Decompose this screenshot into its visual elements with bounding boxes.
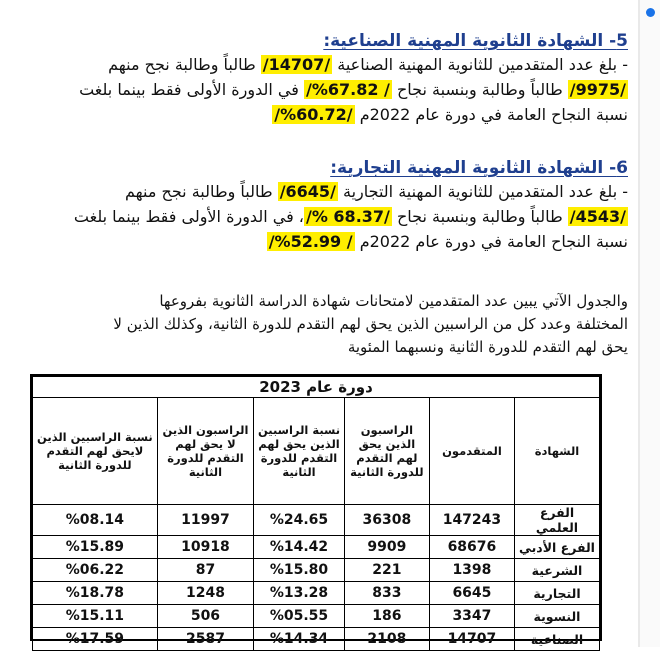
text-fragment: في الدورة الأولى فقط بينما بلغت <box>79 80 304 99</box>
text-fragment: نسبة النجاح العامة في دورة عام 2022م <box>354 232 628 251</box>
table-row <box>33 559 600 582</box>
section-commercial-title: 6- الشهادة الثانوية المهنية التجارية: <box>330 158 628 178</box>
text-fragment: نسبة النجاح العامة في دورة عام 2022م <box>354 105 628 124</box>
section-industrial-title: 5- الشهادة الثانوية المهنية الصناعية: <box>323 31 628 51</box>
cell-failed-ineligible-rate: %17.59 <box>33 628 158 651</box>
cell-failed-eligible-rate: %05.55 <box>254 605 345 628</box>
highlight-passed: /9975/ <box>569 80 626 99</box>
text-fragment: طالباً وطالبة وبنسبة نجاح <box>391 80 568 99</box>
cell-failed-eligible-rate: %14.42 <box>254 536 345 559</box>
cell-certificate: الفرع الأدبي <box>514 536 599 559</box>
cell-failed-ineligible-rate: %15.89 <box>33 536 158 559</box>
table-row <box>33 628 600 651</box>
paragraph-line-1: والجدول الآتي يبين عدد المتقدمين لامتحانات شهادة الدراسة الثانوية بفروعها <box>159 292 628 310</box>
table-header-row <box>33 398 600 505</box>
cell-failed-ineligible-rate: %18.78 <box>33 582 158 605</box>
cell-failed-ineligible: 11997 <box>157 505 253 536</box>
cell-applicants: 6645 <box>429 582 514 605</box>
table-row <box>33 536 600 559</box>
cell-applicants: 147243 <box>429 505 514 536</box>
cell-failed-eligible-rate: %15.80 <box>254 559 345 582</box>
cell-certificate: التجارية <box>514 582 599 605</box>
section-commercial-line-1 <box>28 179 628 204</box>
highlight-overall-rate: /60.72%/ <box>274 105 353 124</box>
highlight-pass-rate: /68.37 %/ <box>305 207 390 226</box>
highlight-applicants: /14707/ <box>262 55 331 74</box>
table-row <box>33 605 600 628</box>
cell-failed-ineligible: 2587 <box>157 628 253 651</box>
cell-failed-ineligible-rate: %15.11 <box>33 605 158 628</box>
cell-certificate: النسوية <box>514 605 599 628</box>
section-commercial <box>28 157 628 254</box>
table-row <box>33 505 600 536</box>
text-fragment: - بلغ عدد المتقدمين للثانوية المهنية الصناعية <box>332 55 628 74</box>
cell-failed-eligible-rate: %24.65 <box>254 505 345 536</box>
cell-failed-eligible: 2108 <box>344 628 429 651</box>
cell-failed-ineligible-rate: %08.14 <box>33 505 158 536</box>
paragraph-line-2: المختلفة وعدد كل من الراسبين الذين يحق لهم التقدم للدورة الثانية، وكذلك الذين لا <box>113 315 628 333</box>
cell-applicants: 1398 <box>429 559 514 582</box>
section-industrial-line-2 <box>28 77 628 102</box>
cell-applicants: 3347 <box>429 605 514 628</box>
cell-certificate: الفرع العلمي <box>514 505 599 536</box>
highlight-overall-rate: / 52.99%/ <box>268 232 353 251</box>
cell-applicants: 68676 <box>429 536 514 559</box>
cell-failed-eligible: 186 <box>344 605 429 628</box>
cell-failed-ineligible: 87 <box>157 559 253 582</box>
header-failed-ineligible: الراسبون الذين لا يحق لهم التقدم للدورة الثانية <box>157 398 253 505</box>
indicator-dot-icon <box>646 8 655 17</box>
cell-failed-ineligible: 506 <box>157 605 253 628</box>
highlight-pass-rate: / 67.82%/ <box>305 80 390 99</box>
table-row <box>33 582 600 605</box>
cell-failed-ineligible-rate: %06.22 <box>33 559 158 582</box>
text-fragment: طالباً وطالبة وبنسبة نجاح <box>391 207 568 226</box>
cell-failed-eligible: 9909 <box>344 536 429 559</box>
text-fragment: طالباً وطالبة نجح منهم <box>108 55 261 74</box>
table-caption: دورة عام 2023 <box>33 377 600 398</box>
results-table-grid <box>32 376 600 651</box>
cell-failed-eligible: 36308 <box>344 505 429 536</box>
section-commercial-line-3 <box>28 229 628 254</box>
header-applicants: المتقدمون <box>429 398 514 505</box>
highlight-passed: /4543/ <box>569 207 626 226</box>
text-fragment: ، في الدورة الأولى فقط بينما بلغت <box>73 207 304 226</box>
table-intro-paragraph <box>28 290 628 359</box>
section-industrial-line-1 <box>28 52 628 77</box>
header-failed-eligible: الراسبون الذين يحق لهم التقدم للدورة الثانية <box>344 398 429 505</box>
highlight-applicants: /6645/ <box>279 182 336 201</box>
section-industrial <box>28 30 628 127</box>
section-commercial-line-2 <box>28 204 628 229</box>
cell-failed-eligible-rate: %13.28 <box>254 582 345 605</box>
header-failed-eligible-rate: نسبة الراسبين الذين يحق لهم التقدم للدورة الثانية <box>254 398 345 505</box>
results-table <box>30 374 602 647</box>
cell-failed-ineligible: 1248 <box>157 582 253 605</box>
header-certificate: الشهادة <box>514 398 599 505</box>
header-failed-ineligible-rate: نسبة الراسبين الذين لايحق لهم التقدم للدورة الثانية <box>33 398 158 505</box>
section-industrial-line-3 <box>28 102 628 127</box>
side-margin <box>640 0 660 647</box>
text-fragment: - بلغ عدد المتقدمين للثانوية المهنية التجارية <box>337 182 628 201</box>
cell-failed-eligible: 833 <box>344 582 429 605</box>
paragraph-line-3: يحق لهم التقدم للدورة الثانية ونسبهما المئوية <box>347 338 628 356</box>
text-fragment: طالباً وطالبة نجح منهم <box>125 182 278 201</box>
cell-applicants: 14707 <box>429 628 514 651</box>
cell-certificate: الصناعية <box>514 628 599 651</box>
cell-certificate: الشرعية <box>514 559 599 582</box>
cell-failed-ineligible: 10918 <box>157 536 253 559</box>
cell-failed-eligible: 221 <box>344 559 429 582</box>
cell-failed-eligible-rate: %14.34 <box>254 628 345 651</box>
